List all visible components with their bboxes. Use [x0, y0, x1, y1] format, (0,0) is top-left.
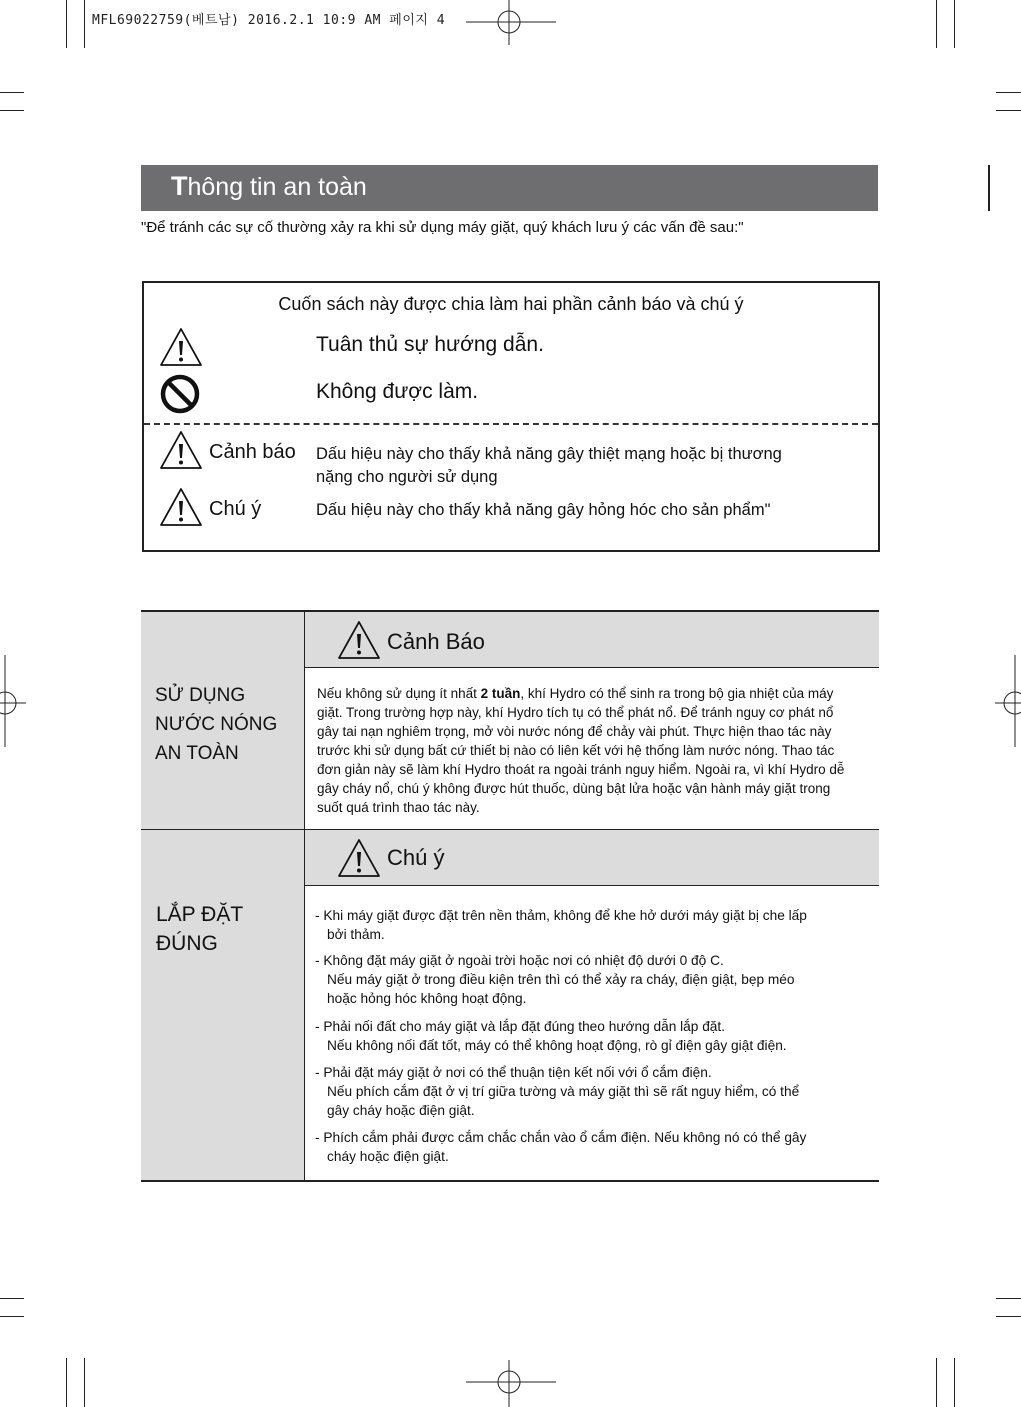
legend-heading: Cuốn sách này được chia làm hai phần cảnh báo và chú ý — [278, 294, 744, 314]
intro-text: "Để tránh các sự cố thường xảy ra khi sử dụng máy giặt, quý khách lưu ý các vấn đề sau:" — [141, 219, 744, 236]
crop-mark — [954, 0, 955, 48]
caution-description: Dấu hiệu này cho thấy khả năng gây hỏng hóc cho sản phẩm" — [316, 501, 771, 519]
warning-description-line: Dấu hiệu này cho thấy khả năng gây thiệt mạng hoặc bị thương — [316, 445, 782, 463]
install-bullet — [315, 951, 875, 1008]
body-line: gây cháy nổ, chú ý không được hút thuốc, dùng bật lửa hoặc vận hành máy giặt trong — [317, 781, 831, 796]
body-line: gây tai nạn nghiêm trọng, mở vòi nước nóng để chảy vài phút. Thực hiện thao tác này — [317, 724, 832, 739]
legend-box — [142, 281, 880, 552]
bullet-line: cháy hoặc điện giật. — [327, 1149, 449, 1164]
caution-label: Chú ý — [209, 498, 262, 520]
install-bullet — [315, 906, 875, 944]
body-line: giặt. Trong trường hợp này, khí Hydro tích tụ có thể phát nổ. Để tránh nguy cơ phát nổ — [317, 705, 834, 720]
row-title-line: SỬ DỤNG — [155, 685, 246, 706]
warning-description-line: nặng cho người sử dụng — [316, 468, 498, 486]
warning-label: Cảnh báo — [209, 441, 296, 463]
crop-mark — [996, 92, 1021, 93]
row-title-line: LẮP ĐẶT — [156, 903, 244, 926]
crop-mark — [84, 1358, 85, 1407]
bullet-line: Nếu không nối đất tốt, máy có thể không hoạt động, rò gỉ điện gây giật điện. — [327, 1038, 787, 1053]
warning-triangle-icon — [159, 327, 203, 367]
body-line: đơn giản này sẽ làm khí Hydro thoát ra ngoài tránh nguy hiểm. Ngoài ra, vì khí Hydro dễ — [317, 762, 845, 777]
crop-mark — [954, 1358, 955, 1407]
caution-triangle-icon — [337, 838, 381, 878]
crop-mark — [936, 0, 937, 48]
crop-mark — [936, 1358, 937, 1407]
registration-mark-icon — [466, 0, 556, 45]
crop-mark — [66, 1358, 67, 1407]
caution-triangle-icon — [159, 487, 203, 527]
body-line: suốt quá trình thao tác này. — [317, 800, 480, 815]
section-title-bar — [141, 165, 878, 211]
body-text-segment: , khí Hydro có thể sinh ra trong bộ gia nhiệt của máy — [520, 686, 834, 701]
row-title-line: ĐÚNG — [156, 932, 218, 955]
registration-mark-icon — [0, 655, 26, 747]
registration-mark-icon — [995, 655, 1021, 747]
caution-header-label: Chú ý — [387, 845, 445, 870]
caution-header — [305, 830, 879, 886]
crop-mark — [996, 110, 1021, 111]
bullet-line: Nếu phích cắm đặt ở vị trí giữa tường và máy giặt thì sẽ rất nguy hiểm, có thể — [327, 1084, 800, 1099]
install-bullet — [315, 1063, 875, 1120]
body-line: trước khi sử dụng bất cứ thiết bị nào có liên kết với hệ thống làm nước nóng. Thao tác — [317, 743, 835, 758]
prohibited-text: Không được làm. — [316, 380, 479, 403]
crop-mark — [996, 1316, 1021, 1317]
bullet-line: gây cháy hoặc điện giật. — [327, 1103, 475, 1118]
warning-triangle-icon — [337, 620, 381, 660]
print-header: MFL69022759(베트남) 2016.2.1 10:9 AM 페이지 4 — [92, 13, 446, 28]
prohibition-icon — [159, 373, 201, 415]
install-bullet — [315, 1128, 875, 1166]
crop-mark — [66, 0, 67, 48]
install-bullet — [315, 1017, 875, 1055]
warning-header — [305, 612, 879, 668]
crop-mark — [0, 110, 24, 111]
divider — [144, 423, 878, 425]
hot-water-body — [317, 684, 877, 817]
crop-mark — [0, 92, 24, 93]
bullet-line: - Khi máy giặt được đặt trên nền thảm, không để khe hở dưới máy giặt bị che lấp — [315, 908, 807, 923]
row-label-cell — [141, 830, 305, 1180]
warning-triangle-icon — [159, 430, 203, 470]
bullet-line: - Phích cắm phải được cắm chắc chắn vào ổ cắm điện. Nếu không nó có thể gây — [315, 1130, 807, 1145]
follow-instructions-text: Tuân thủ sự hướng dẫn. — [316, 333, 544, 356]
crop-mark — [84, 0, 85, 48]
bullet-line: - Phải nối đất cho máy giặt và lắp đặt đúng theo hướng dẫn lắp đặt. — [315, 1019, 726, 1034]
row-title-line: NƯỚC NÓNG — [155, 714, 278, 735]
crop-mark — [0, 1316, 24, 1317]
bullet-line: hoặc hỏng hóc không hoạt động. — [327, 991, 527, 1006]
body-text-segment: Nếu không sử dụng ít nhất — [317, 686, 481, 701]
bullet-line: - Phải đặt máy giặt ở nơi có thể thuận tiện kết nối với ổ cắm điện. — [315, 1065, 712, 1080]
page-title — [171, 171, 367, 202]
bullet-line: bởi thảm. — [327, 927, 385, 942]
crop-mark — [996, 1298, 1021, 1299]
bullet-line: Nếu máy giặt ở trong điều kiện trên thì có thể xảy ra cháy, điện giật, bẹp méo — [327, 972, 795, 987]
registration-mark-icon — [466, 1360, 556, 1407]
bullet-line: - Không đặt máy giặt ở ngoài trời hoặc nơi có nhiệt độ dưới 0 độ C. — [315, 953, 724, 968]
bold-duration: 2 tuần — [480, 686, 521, 701]
title-rest: hông tin an toàn — [187, 173, 367, 201]
safety-table — [141, 610, 879, 1182]
crop-mark — [0, 1298, 24, 1299]
row-title-line: AN TOÀN — [155, 743, 239, 764]
crop-mark — [988, 165, 990, 211]
row-label-cell — [141, 612, 305, 829]
warning-header-label: Cảnh Báo — [387, 629, 485, 654]
title-initial: T — [171, 171, 188, 201]
body-line — [317, 684, 877, 703]
